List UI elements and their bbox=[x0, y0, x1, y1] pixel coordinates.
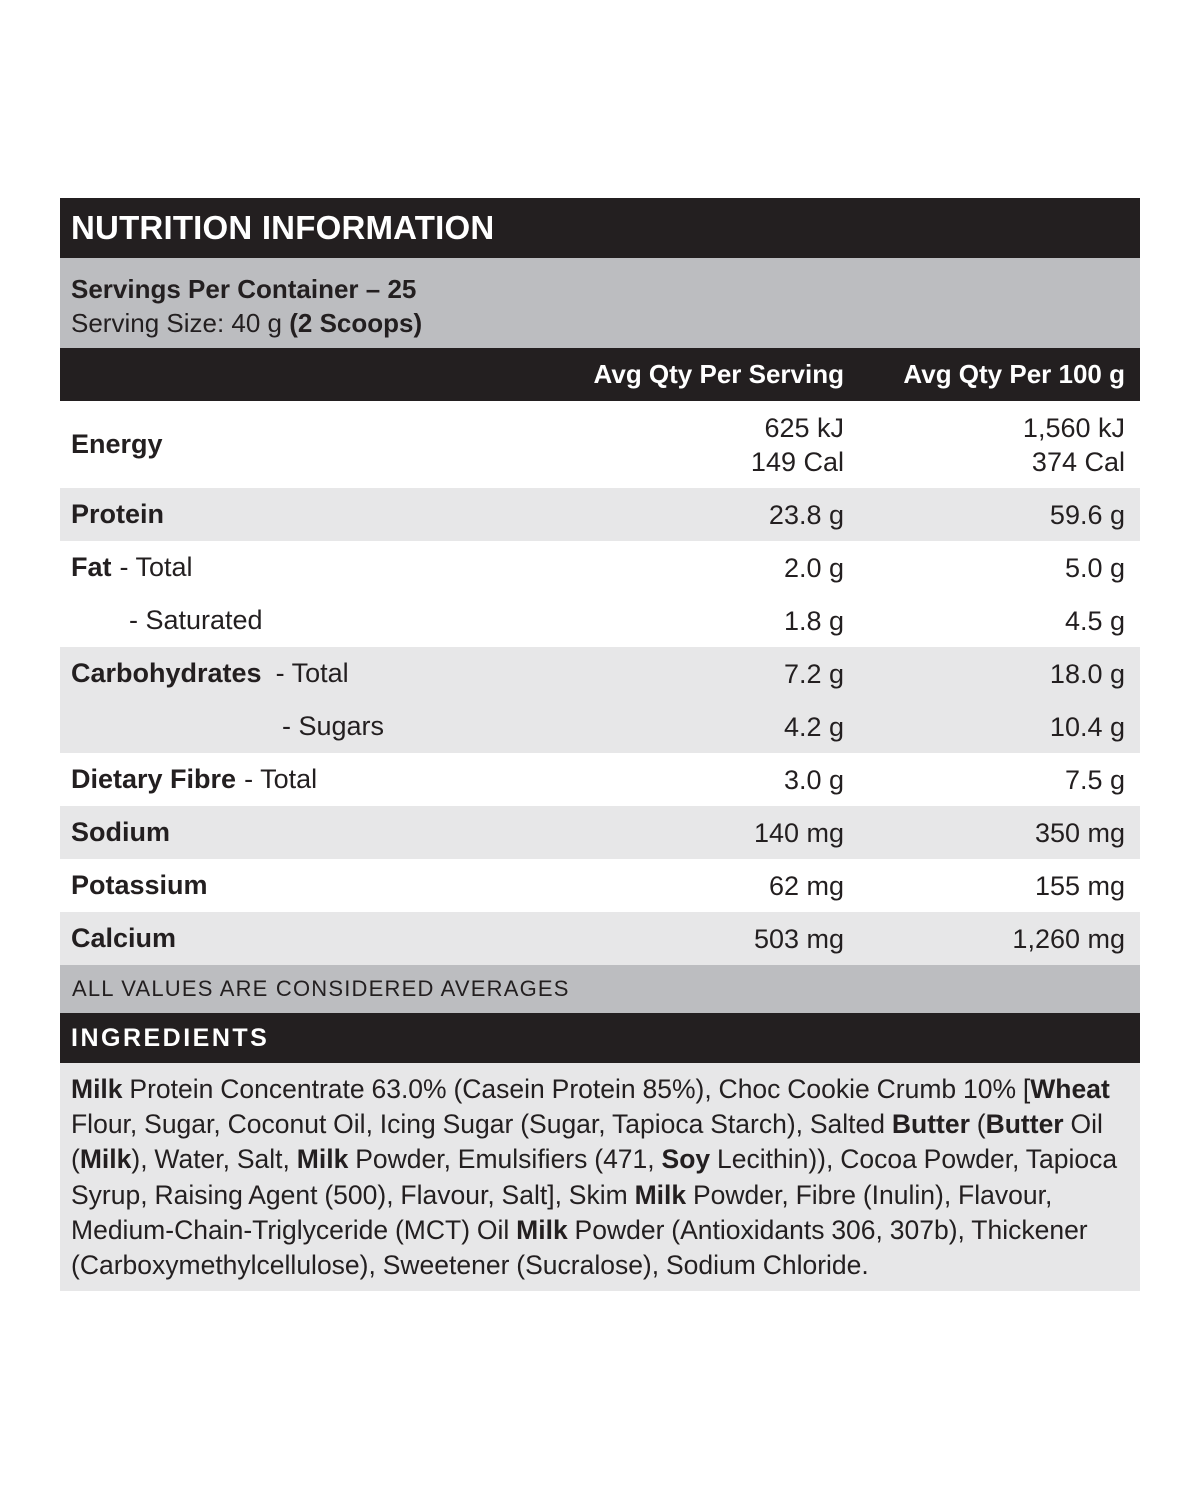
value-line: 140 mg bbox=[753, 817, 844, 848]
allergen-text: Milk bbox=[71, 1074, 123, 1104]
serving-size-text: Serving Size: 40 g bbox=[71, 308, 290, 338]
allergen-text: Wheat bbox=[1030, 1074, 1110, 1104]
value-per-serving bbox=[544, 710, 859, 744]
nutrition-row bbox=[60, 806, 1140, 859]
value-per-serving bbox=[544, 411, 859, 479]
value-per-serving bbox=[544, 551, 859, 585]
nutrient-name: Energy bbox=[71, 429, 163, 459]
value-line: 7.2 g bbox=[783, 658, 844, 689]
nutrient-name: Fat bbox=[71, 552, 112, 582]
nutrient-label bbox=[60, 658, 544, 689]
value-per-100g bbox=[859, 657, 1140, 691]
nutrition-row bbox=[60, 700, 1140, 753]
allergen-text: Soy bbox=[661, 1144, 711, 1175]
nutrient-label bbox=[60, 923, 544, 954]
nutrient-sublabel: - Sugars bbox=[282, 711, 385, 741]
value-line: 374 Cal bbox=[1031, 446, 1125, 477]
value-line: 503 mg bbox=[753, 923, 844, 954]
value-line: 1,560 kJ bbox=[1022, 412, 1125, 443]
value-line: 59.6 g bbox=[1049, 499, 1125, 530]
value-line: 3.0 g bbox=[783, 764, 844, 795]
value-line: 350 mg bbox=[1034, 817, 1125, 848]
allergen-text: Butter bbox=[891, 1109, 970, 1140]
value-line: 149 Cal bbox=[750, 446, 844, 477]
nutrition-row bbox=[60, 541, 1140, 594]
ingredients-title: INGREDIENTS bbox=[60, 1013, 1140, 1063]
ingredient-text: Powder (Antioxidants 306, 307b), Thickener (Carboxymethylcellulose), Sweetener (Sucralose), Sodium Chloride. bbox=[71, 1214, 1088, 1281]
ingredient-text: Oil ( bbox=[71, 1109, 1103, 1175]
value-per-serving bbox=[544, 816, 859, 850]
serving-size-scoops: (2 Scoops) bbox=[289, 308, 423, 338]
allergen-text: Butter bbox=[985, 1109, 1064, 1140]
value-line: 10.4 g bbox=[1049, 711, 1125, 742]
value-line: 155 mg bbox=[1034, 870, 1125, 901]
nutrient-name: Sodium bbox=[71, 817, 170, 847]
nutrient-name: Potassium bbox=[71, 870, 208, 900]
value-per-100g bbox=[859, 763, 1140, 797]
nutrient-label bbox=[60, 817, 544, 848]
value-line: 7.5 g bbox=[1064, 764, 1125, 795]
table-header bbox=[60, 348, 1140, 401]
ingredient-text: Lecithin)), Cocoa Powder, Tapioca Syrup, Raising Agent (500), Flavour, Salt], Skim bbox=[71, 1144, 1118, 1210]
value-line: 62 mg bbox=[768, 870, 844, 901]
nutrition-row bbox=[60, 647, 1140, 700]
serving-size bbox=[71, 306, 1129, 340]
value-per-serving bbox=[544, 604, 859, 638]
nutrient-label bbox=[60, 605, 544, 636]
value-per-100g bbox=[859, 604, 1140, 638]
nutrient-sublabel: - Total bbox=[119, 552, 193, 582]
value-per-serving bbox=[544, 763, 859, 797]
value-line: 1.8 g bbox=[783, 605, 844, 636]
nutrient-sublabel: - Total bbox=[275, 658, 349, 688]
nutrition-row bbox=[60, 488, 1140, 541]
ingredient-text: Powder, Fibre (Inulin), Flavour, Medium-Chain-Triglyceride (MCT) Oil bbox=[71, 1179, 1053, 1245]
nutrition-panel bbox=[60, 198, 1140, 1291]
ingredients-text bbox=[60, 1063, 1140, 1291]
nutrient-name: Protein bbox=[71, 499, 165, 529]
serving-info bbox=[60, 258, 1140, 348]
value-per-100g bbox=[859, 710, 1140, 744]
value-per-100g bbox=[859, 411, 1140, 479]
value-per-serving bbox=[544, 657, 859, 691]
value-line: 4.5 g bbox=[1064, 605, 1125, 636]
nutrition-rows bbox=[60, 401, 1140, 965]
ingredient-text: Powder, Emulsifiers (471, bbox=[348, 1144, 662, 1175]
value-per-100g bbox=[859, 816, 1140, 850]
ingredient-text: ( bbox=[969, 1109, 986, 1140]
ingredient-text: ), Water, Salt, bbox=[131, 1144, 297, 1175]
value-per-100g bbox=[859, 869, 1140, 903]
nutrient-label bbox=[60, 870, 544, 901]
panel-title: NUTRITION INFORMATION bbox=[60, 198, 1140, 258]
nutrition-row bbox=[60, 912, 1140, 965]
header-per-serving: Avg Qty Per Serving bbox=[593, 359, 844, 389]
nutrient-name: Calcium bbox=[71, 923, 177, 953]
allergen-text: Milk bbox=[634, 1179, 687, 1210]
ingredient-text: Flour, Sugar, Coconut Oil, Icing Sugar (Sugar, Tapioca Starch), Salted bbox=[71, 1109, 892, 1140]
ingredient-text: Protein Concentrate 63.0% (Casein Protein 85%), Choc Cookie Crumb 10% [ bbox=[122, 1074, 1031, 1104]
nutrient-label bbox=[60, 499, 544, 530]
nutrient-label bbox=[60, 764, 544, 795]
nutrient-sublabel: - Total bbox=[244, 764, 318, 794]
allergen-text: Milk bbox=[516, 1214, 568, 1245]
nutrition-row bbox=[60, 753, 1140, 806]
nutrient-label bbox=[60, 552, 544, 583]
value-per-serving bbox=[544, 869, 859, 903]
nutrition-row bbox=[60, 859, 1140, 912]
value-per-100g bbox=[859, 498, 1140, 532]
value-line: 23.8 g bbox=[768, 499, 844, 530]
nutrition-row bbox=[60, 401, 1140, 488]
value-line: 1,260 mg bbox=[1012, 923, 1125, 954]
value-line: 625 kJ bbox=[764, 412, 844, 443]
value-per-100g bbox=[859, 922, 1140, 956]
nutrient-name: Carbohydrates bbox=[71, 658, 262, 688]
value-per-100g bbox=[859, 551, 1140, 585]
value-line: 5.0 g bbox=[1064, 552, 1125, 583]
nutrition-row bbox=[60, 594, 1140, 647]
allergen-text: Milk bbox=[79, 1144, 132, 1175]
nutrient-name: Dietary Fibre bbox=[71, 764, 237, 794]
header-per-100g: Avg Qty Per 100 g bbox=[903, 359, 1125, 389]
value-line: 18.0 g bbox=[1049, 658, 1125, 689]
nutrient-sublabel: - Saturated bbox=[129, 605, 263, 635]
value-per-serving bbox=[544, 498, 859, 532]
nutrient-label bbox=[60, 429, 544, 460]
allergen-text: Milk bbox=[296, 1144, 349, 1175]
value-line: 4.2 g bbox=[783, 711, 844, 742]
nutrient-label bbox=[60, 711, 544, 742]
value-per-serving bbox=[544, 922, 859, 956]
value-line: 2.0 g bbox=[783, 552, 844, 583]
servings-per-container: Servings Per Container – 25 bbox=[71, 274, 417, 304]
averages-note: ALL VALUES ARE CONSIDERED AVERAGES bbox=[60, 965, 1140, 1013]
